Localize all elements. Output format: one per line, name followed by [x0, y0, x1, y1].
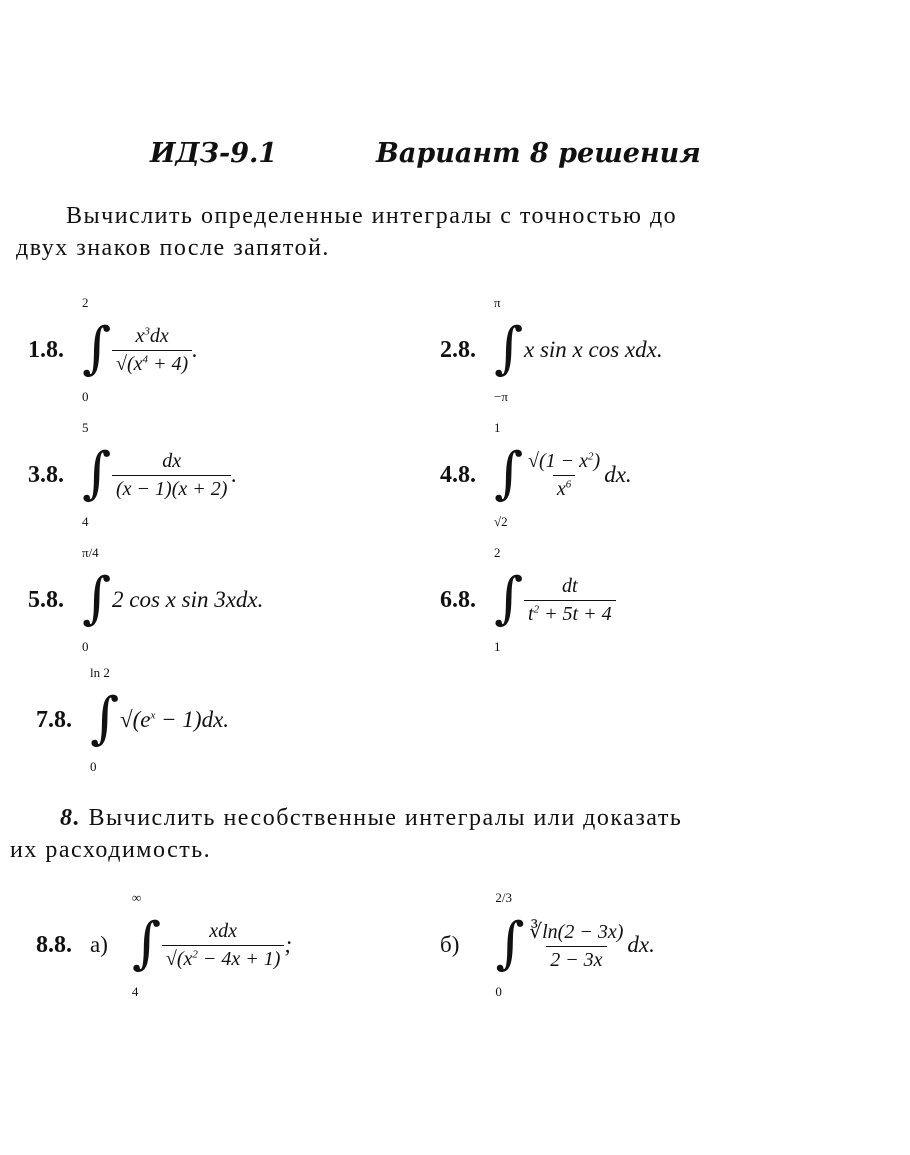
upper-limit: 5 — [82, 420, 89, 435]
part-b-label: б) — [440, 932, 460, 957]
lower-limit: √2 — [494, 514, 508, 529]
problem-number: 1.8. — [28, 336, 64, 363]
upper-limit: 2 — [494, 545, 501, 560]
intro-paragraph — [16, 200, 896, 264]
problem-7-8 — [36, 660, 229, 780]
integral-sign: ln 2 ∫ 0 — [90, 665, 120, 774]
integral-sign: 1 ∫ √2 — [494, 420, 524, 529]
integrand-expression: 2 cos x sin 3xdx. — [112, 587, 264, 612]
lower-limit: 0 — [82, 389, 89, 404]
problem-8-8: 8.8. а) ∞ ∫ 4 $\frac{\text{xdx}}{√(x^2 - 4x + 1)}$ ; — [36, 890, 293, 999]
problem-6-8 — [440, 540, 616, 660]
integral-sign: 5 ∫ 4 — [82, 420, 112, 529]
assignment-id: ИДЗ-9.1 — [150, 138, 278, 169]
problem-3-8: 3.8. 5 ∫ 4 $\frac{dx}{(x - 1)(x + 2)}$ . — [28, 420, 238, 529]
lower-limit: 0 — [90, 759, 97, 774]
integrand-expression: $√(e^x - 1)dx$. — [120, 707, 230, 732]
section-8-line-2: их расходимость. — [10, 837, 212, 863]
problem-4-8: 4.8. 1 ∫ √2 $\frac{√(1 - x^2)}{x^6}$ dx. — [440, 420, 632, 529]
problem-1-8: 1.8. 2 ∫ 0 $\frac{x^3dx}{√(x^4 + 4)}$ . — [28, 295, 198, 404]
upper-limit: π/4 — [82, 545, 99, 560]
integral-sign: ∞ ∫ 4 — [131, 890, 162, 999]
section-number: 8. — [60, 805, 81, 831]
lower-limit: 0 — [495, 984, 502, 999]
variant-title: Вариант 8 решения — [376, 138, 701, 169]
upper-limit: 2 — [82, 295, 89, 310]
problem-number: 2.8. — [440, 336, 476, 363]
problem-number: 6.8. — [440, 586, 476, 613]
problem-number: 5.8. — [28, 586, 64, 613]
integral-sign: 2 ∫ 0 — [82, 295, 112, 404]
part-a-label: а) — [90, 932, 108, 957]
lower-limit: 0 — [82, 639, 89, 654]
upper-limit: ln 2 — [90, 665, 110, 680]
problem-number: 4.8. — [440, 461, 476, 488]
integrand-fraction: $\frac{dt}{t^2 + 5t + 4}$ — [524, 575, 616, 626]
section-8-paragraph — [10, 802, 900, 866]
upper-limit: ∞ — [131, 890, 142, 905]
integrand-expression: x sin x cos xdx. — [524, 337, 663, 362]
header — [150, 138, 701, 169]
lower-limit: −π — [494, 389, 508, 404]
intro-line-1: Вычислить определенные интегралы с точностью до — [66, 203, 678, 229]
integral-sign: 2 ∫ 1 — [494, 545, 524, 654]
integral-sign: 2/3 ∫ 0 — [495, 890, 525, 999]
integrand-fraction: $\frac{√(1 - x^2)}{x^6}$ — [528, 449, 601, 500]
problem-2-8 — [440, 290, 663, 410]
section-8-line-1: Вычислить несобственные интегралы или доказать — [88, 805, 683, 831]
integrand-fraction: $\frac{∛\ln(2 - 3x)}{2 - 3x}$ — [529, 920, 624, 971]
intro-line-2: двух знаков после запятой. — [16, 235, 330, 261]
upper-limit: π — [494, 295, 501, 310]
upper-limit: 1 — [494, 420, 501, 435]
problem-8-8-b: б) 2/3 ∫ 0 $\frac{∛\ln(2 - 3x)}{2 - 3x}$ dx. — [440, 890, 655, 999]
problem-number: 8.8. — [36, 931, 72, 958]
integrand-fraction: $\frac{\text{xdx}}{√(x^2 - 4x + 1)}$ — [162, 920, 285, 971]
problem-5-8 — [28, 540, 263, 660]
lower-limit: 4 — [131, 984, 139, 999]
lower-limit: 4 — [82, 514, 89, 529]
problem-number: 7.8. — [36, 706, 72, 733]
integrand-fraction: $\frac{dx}{(x - 1)(x + 2)}$ — [112, 450, 231, 501]
integral-sign: π ∫ −π — [494, 295, 524, 404]
problem-number: 3.8. — [28, 461, 64, 488]
integrand-fraction: $\frac{x^3dx}{√(x^4 + 4)}$ — [112, 325, 192, 376]
lower-limit: 1 — [494, 639, 501, 654]
upper-limit: 2/3 — [495, 890, 512, 905]
integral-sign: π/4 ∫ 0 — [82, 545, 112, 654]
